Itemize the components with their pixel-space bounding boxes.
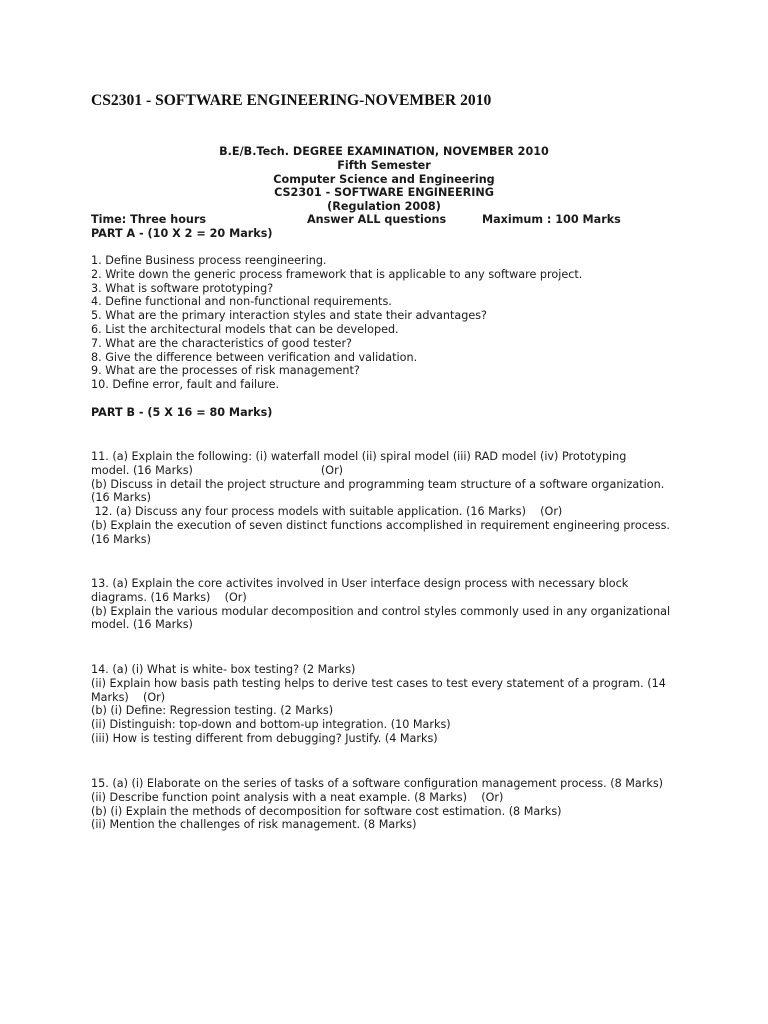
question-line: (b) (i) Define: Regression testing. (2 Marks) (91, 704, 334, 718)
question-item: 10. Define error, fault and failure. (91, 378, 280, 392)
exam-meta (91, 213, 691, 227)
question-line: (iii) How is testing different from debugging? Justify. (4 Marks) (91, 731, 438, 745)
part-a-title: PART A - (10 X 2 = 20 Marks) (91, 227, 273, 240)
question-line: model. (16 Marks) (Or) (91, 463, 344, 477)
part-b-question-block (91, 663, 691, 746)
question-line: (ii) Describe function point analysis with a neat example. (8 Marks) (Or) (91, 790, 504, 804)
question-line: 11. (a) Explain the following: (i) waterfall model (ii) spiral model (iii) RAD model (iv) Prototyping (91, 450, 627, 463)
question-line: model. (16 Marks) (91, 618, 193, 632)
question-item: 8. Give the difference between verification and validation. (91, 350, 418, 364)
part-a-questions (91, 254, 691, 392)
question-item: 9. What are the processes of risk management? (91, 364, 360, 378)
question-line: (ii) Explain how basis path testing helps to derive test cases to test every statement of a program. (14 (91, 676, 666, 690)
question-line: diagrams. (16 Marks) (Or) (91, 590, 247, 604)
exam-duration: Time: Three hours (91, 213, 207, 226)
question-line: (16 Marks) (91, 532, 151, 546)
question-line: Marks) (Or) (91, 690, 166, 704)
question-line: (ii) Distinguish: top-down and bottom-up integration. (10 Marks) (91, 718, 451, 732)
question-item: 6. List the architectural models that can be developed. (91, 322, 399, 336)
question-item: 2. Write down the generic process framework that is applicable to any software project. (91, 267, 583, 281)
question-line: (ii) Mention the challenges of risk management. (8 Marks) (91, 818, 417, 832)
question-line: 14. (a) (i) What is white- box testing? (2 Marks) (91, 663, 356, 676)
exam-header-line: (Regulation 2008) (327, 200, 441, 214)
part-b-question-block (91, 777, 691, 832)
question-line: (b) (i) Explain the methods of decomposition for software cost estimation. (8 Marks) (91, 804, 562, 818)
question-line: (16 Marks) (91, 491, 151, 505)
exam-header-line: CS2301 - SOFTWARE ENGINEERING (274, 186, 494, 200)
exam-header-line: B.E/B.Tech. DEGREE EXAMINATION, NOVEMBER 2010 (219, 145, 549, 158)
part-b-title: PART B - (5 X 16 = 80 Marks) (91, 406, 273, 419)
exam-header (91, 145, 677, 214)
question-item: 3. What is software prototyping? (91, 281, 274, 295)
part-b-question-block (91, 577, 691, 632)
question-line: 13. (a) Explain the core activites involved in User interface design process with necessary block (91, 577, 629, 590)
part-b-question-block (91, 450, 691, 547)
exam-max-marks: Maximum : 100 Marks (482, 213, 621, 226)
question-line: (b) Explain the various modular decomposition and control styles commonly used in any organizational (91, 604, 671, 618)
question-item: 5. What are the primary interaction styles and state their advantages? (91, 309, 487, 323)
question-line: (b) Discuss in detail the project structure and programming team structure of a software organization. (91, 477, 665, 491)
exam-header-line: Fifth Semester (337, 158, 431, 172)
question-item: 7. What are the characteristics of good tester? (91, 336, 352, 350)
question-item: 4. Define functional and non-functional requirements. (91, 295, 392, 309)
question-line: 12. (a) Discuss any four process models with suitable application. (16 Marks) (Or) (91, 505, 563, 519)
question-item: 1. Define Business process reengineering. (91, 254, 327, 267)
question-line: (b) Explain the execution of seven distinct functions accomplished in requirement engineering process. (91, 518, 670, 532)
exam-header-line: Computer Science and Engineering (273, 172, 495, 186)
question-line: 15. (a) (i) Elaborate on the series of tasks of a software configuration management process. (8 Marks) (91, 777, 664, 790)
exam-instructions: Answer ALL questions (307, 213, 447, 226)
document-title: CS2301 - SOFTWARE ENGINEERING-NOVEMBER 2010 (91, 92, 492, 109)
